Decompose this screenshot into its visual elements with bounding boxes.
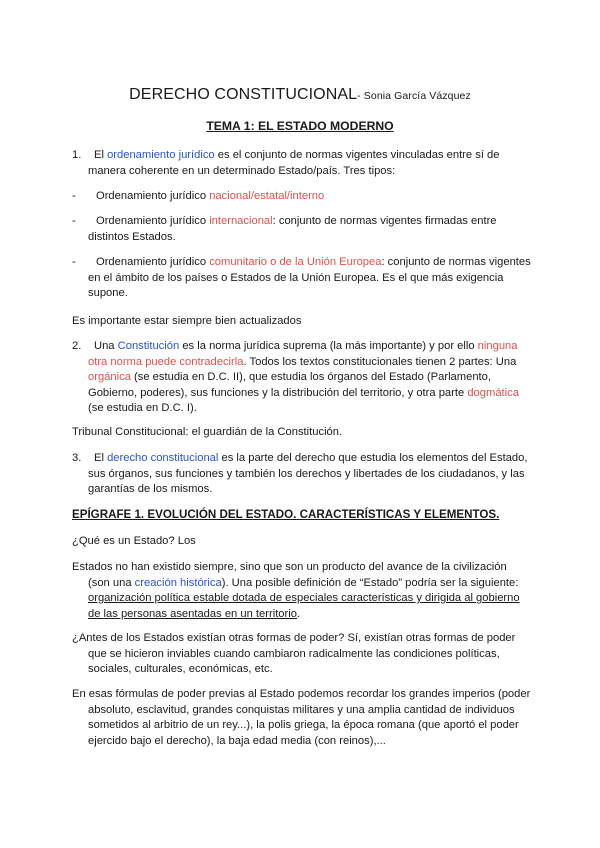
- type-nacional: - Ordenamiento jurídico nacional/estatal/interno: [72, 190, 325, 202]
- note-tribunal: Tribunal Constitucional: el guardián de la Constitución.: [72, 426, 343, 438]
- definition-underlined: organización política estable dotada de especiales características y dirigida al gobierno: [88, 592, 520, 604]
- term-constitucion: Constitución: [117, 340, 180, 352]
- item-1-line-1: El ordenamiento jurídico es el conjunto de normas vigentes vinculadas entre sí de: [94, 149, 500, 161]
- term-nacional: nacional/estatal/interno: [209, 190, 325, 202]
- item-1: [72, 148, 532, 179]
- item-1-line-2: manera coherente en un determinado Estado/país. Tres tipos:: [88, 164, 396, 177]
- term-derecho-constitucional: derecho constitucional: [107, 452, 219, 464]
- item-3: 3. El derecho constitucional es la parte del derecho que estudia los elementos del Estado, sus órganos, sus funciones y también los derechos y libertades de los ciudadanos, y las garantías de los mismos.: [72, 452, 528, 495]
- paragraph-formulas-poder: En esas fórmulas de poder previas al Estado podemos recordar los grandes imperios (poder absoluto, esclavitud, grandes conquistas militares y una amplia cantidad de individuos sometidos al arbitrio de un rey...), la polis griega, la época romana (que aportó el poder ejercido bajo el derecho), la baja edad media (con reinos),...: [72, 688, 531, 747]
- epigrafe-heading: EPÍGRAFE 1. EVOLUCIÓN DEL ESTADO. CARACTERÍSTICAS Y ELEMENTOS.: [72, 508, 500, 521]
- item-number: 3.: [72, 452, 82, 464]
- term-organica: orgánica: [88, 371, 131, 383]
- paragraph-formas-poder: ¿Antes de los Estados existían otras formas de poder? Sí, existían otras formas de poder que se hicieron inviables cuando cambiaron radicalmente las condiciones políticas, sociales, culturales, económicas, etc.: [72, 632, 516, 675]
- term-dogmatica: dogmática: [467, 386, 519, 399]
- question-estado: ¿Qué es un Estado? Los: [72, 535, 196, 547]
- term-comunitario: comunitario o de la Unión Europea: [209, 256, 382, 268]
- course-title: DERECHO CONSTITUCIONAL: [129, 86, 358, 103]
- item-2: 2. Una Constitución es la norma jurídica suprema (la más importante) y por ello ninguna otra norma puede contradecirla. Todos los textos constitucionales tienen 2 partes: Una orgánica (se estudia en D.C. II), que estudia los órganos del Estado (Parlamento, Gobierno, poderes), sus funciones y la distribución del territorio, y otra parte dogmática (se estudia en D.C. I).: [72, 340, 519, 414]
- type-comunitario: - Ordenamiento jurídico comunitario o de la Unión Europea: conjunto de normas vigentes en el ámbito de los países o Estados de la Unión Europea. Es el que más exigencia supone.: [72, 256, 531, 299]
- term-ninguna-otra-norma: otra norma puede contradecirla: [88, 355, 244, 368]
- author-name: - Sonia García Vázquez: [357, 90, 471, 102]
- term-creacion-historica: creación histórica: [134, 576, 222, 589]
- term-ordenamiento-juridico: ordenamiento jurídico: [107, 149, 215, 161]
- item-number: 2.: [72, 340, 82, 352]
- item-number: 1.: [72, 149, 82, 161]
- document-title: [0, 86, 600, 104]
- paragraph-estados: Estados no han existido siempre, sino que son un producto del avance de la civilización (son una creación histórica). Una posible definición de “Estado” podría ser la siguiente: organización política estable dotada de especiales características y dirigida al gobierno de las personas asentadas en un territorio.: [72, 561, 520, 620]
- type-internacional: - Ordenamiento jurídico internacional: conjunto de normas vigentes firmadas entre distintos Estados.: [72, 215, 497, 243]
- note-actualizados: Es importante estar siempre bien actualizados: [72, 315, 302, 327]
- tema-heading: TEMA 1: EL ESTADO MODERNO: [206, 119, 394, 133]
- term-internacional: internacional: [209, 215, 273, 227]
